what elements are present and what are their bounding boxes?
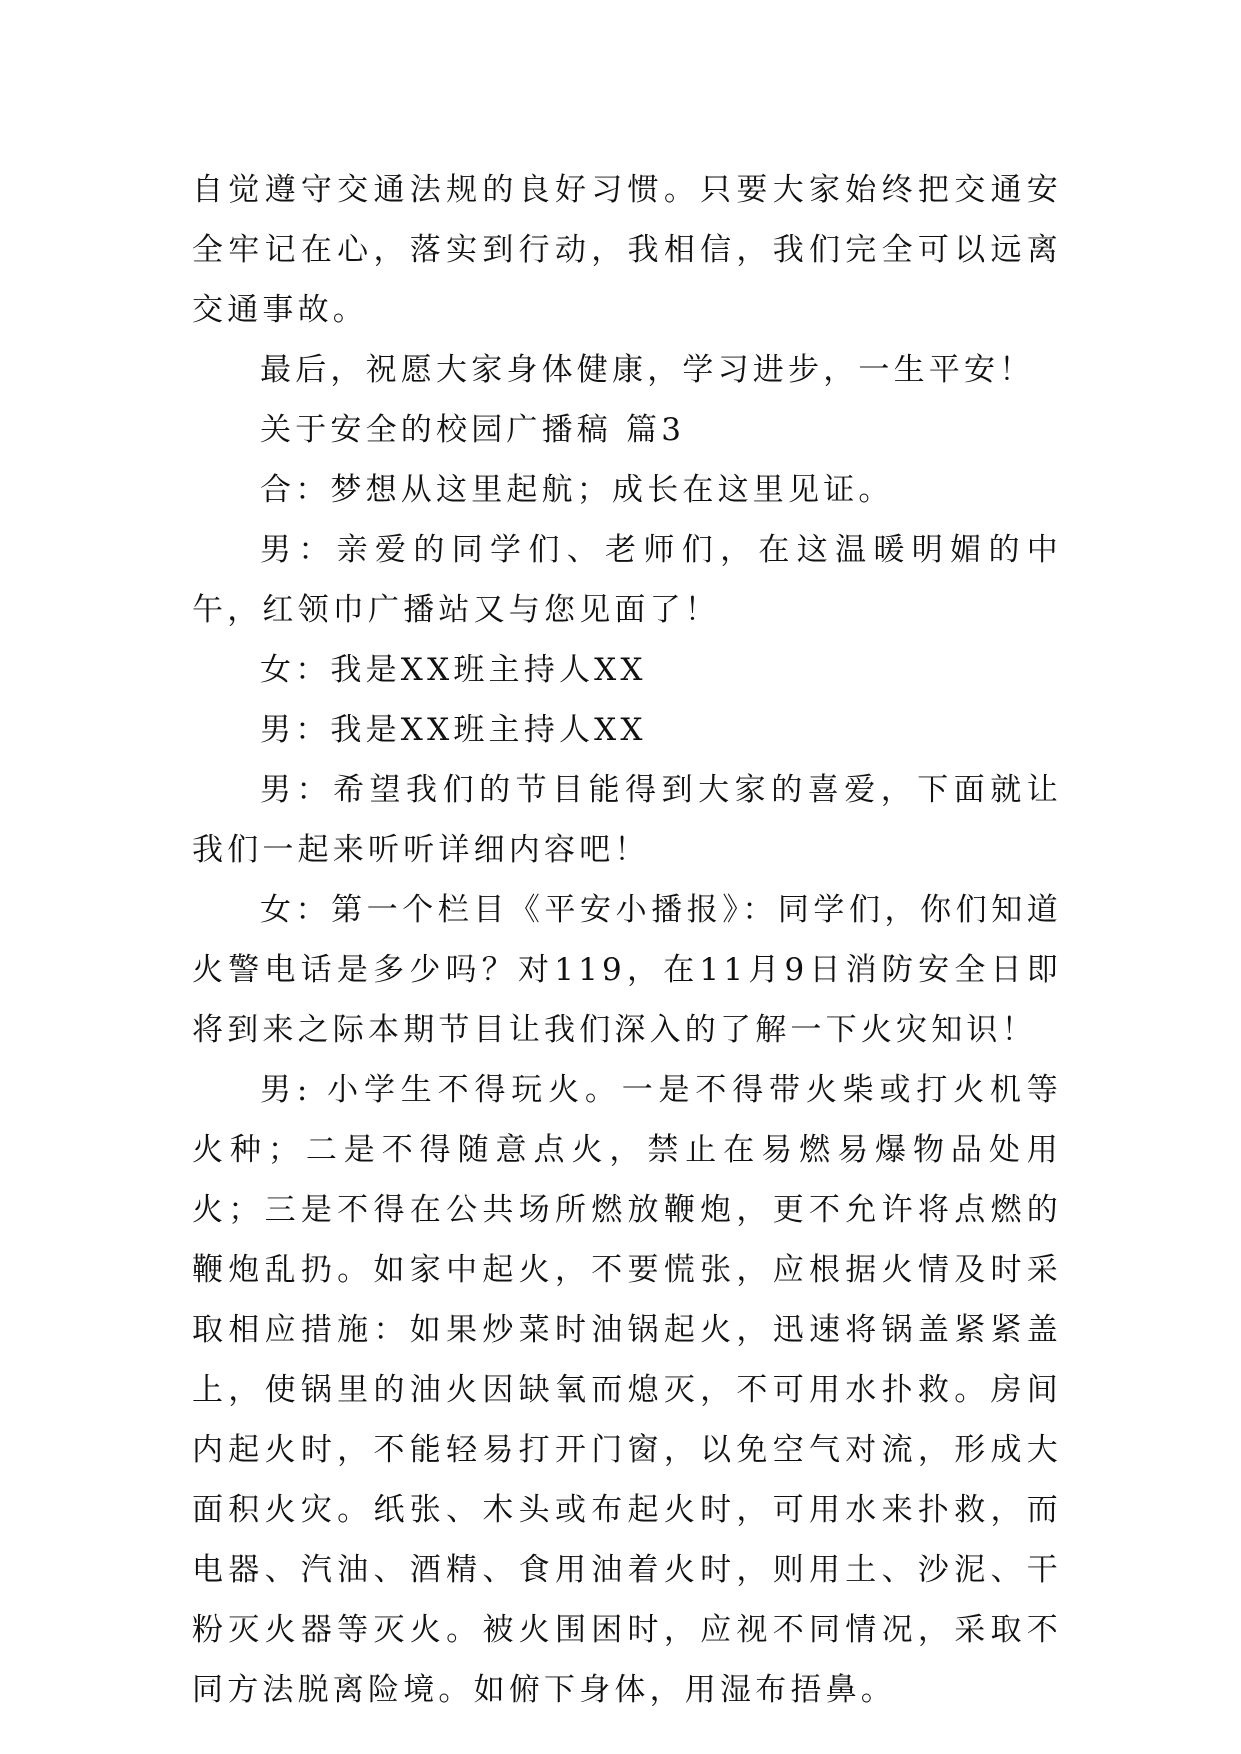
document-body — [192, 160, 1062, 1720]
paragraph-fire-safety: 男: 小学生不得玩火。一是不得带火柴或打火机等火种；二是不得随意点火，禁止在易燃易爆物品处用火；三是不得在公共场所燃放鞭炮，更不允许将点燃的鞭炮乱扔。如家中起火，不要慌张，应根据火情及时采取相应措施：如果炒菜时油锅起火，迅速将锅盖紧紧盖上，使锅里的油火因缺氧而熄灭，不可用水扑救。房间内起火时，不能轻易打开门窗，以免空气对流，形成大面积火灾。纸张、木头或布起火时，可用水来扑救，而电器、汽油、酒精、食用油着火时，则用土、沙泥、干粉灭火器等灭火。被火围困时，应视不同情况，采取不同方法脱离险境。如俯下身体，用湿布捂鼻。 — [192, 1072, 1062, 1708]
paragraph-female-host: 女：我是XX班主持人XX — [260, 652, 647, 688]
paragraph-opening-chorus: 合：梦想从这里起航；成长在这里见证。 — [260, 472, 894, 508]
paragraph-male-greeting: 男：亲爱的同学们、老师们，在这温暖明媚的中午，红领巾广播站又与您见面了！ — [192, 532, 1062, 628]
paragraph-closing-wishes: 最后，祝愿大家身体健康，学习进步，一生平安！ — [260, 352, 1035, 388]
paragraph-male-host: 男：我是XX班主持人XX — [260, 712, 647, 748]
paragraph-program-intro: 男：希望我们的节目能得到大家的喜爱，下面就让我们一起来听听详细内容吧！ — [192, 772, 1062, 868]
section-heading: 关于安全的校园广播稿 篇3 — [260, 412, 686, 448]
paragraph-first-segment: 女：第一个栏目《平安小播报》：同学们，你们知道火警电话是多少吗？对119，在11月9日消防安全日即将到来之际本期节目让我们深入的了解一下火灾知识！ — [192, 892, 1062, 1048]
paragraph-traffic-safety-end: 自觉遵守交通法规的良好习惯。只要大家始终把交通安全牢记在心，落实到行动，我相信，我们完全可以远离交通事故。 — [192, 172, 1062, 328]
